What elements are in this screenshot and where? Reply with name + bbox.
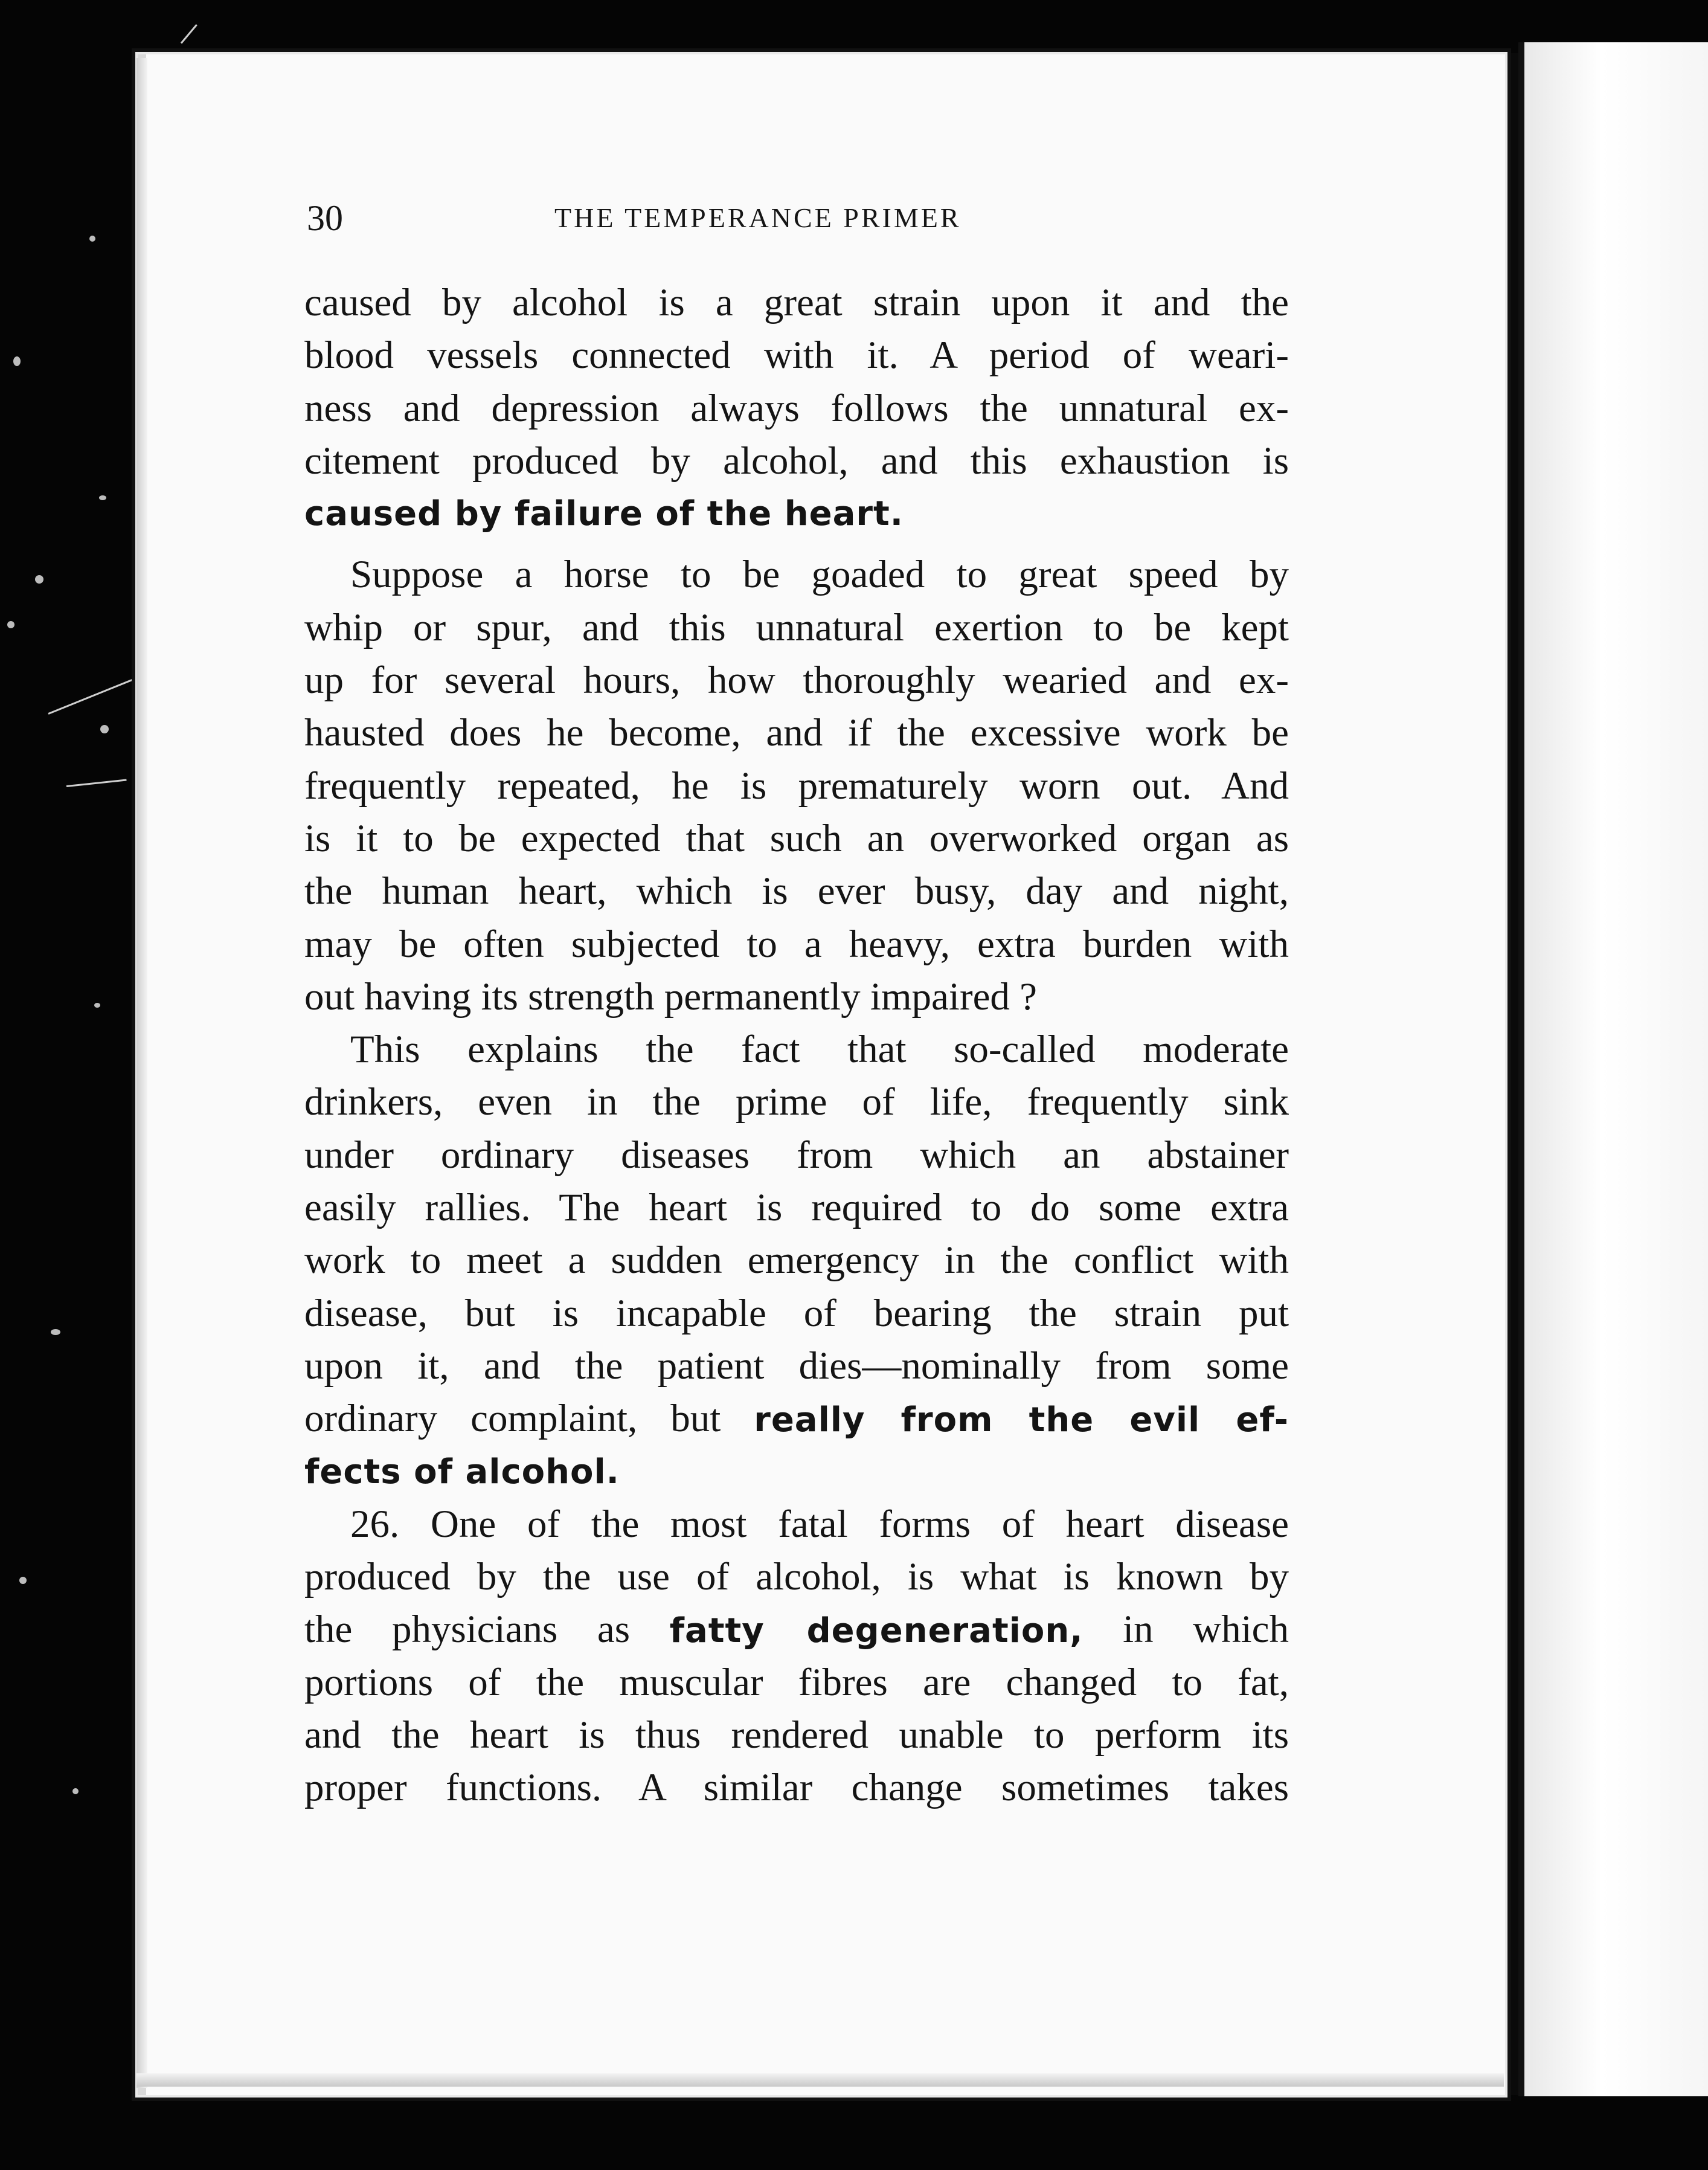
emphasis-line: caused by failure of the heart. (304, 494, 904, 534)
scan-speck (13, 356, 21, 366)
paragraph (304, 1023, 1289, 1498)
scan-streak (66, 779, 127, 787)
text-line: Suppose a horse to be goaded to great speed by (350, 553, 1289, 597)
text-line: produced by the use of alcohol, is what is known by (304, 1555, 1289, 1599)
running-title: THE TEMPERANCE PRIMER (554, 202, 962, 233)
paragraph-gap (304, 540, 1289, 549)
facing-page-edge (1518, 42, 1708, 2096)
text-line: hausted does he become, and if the excessive work be (304, 711, 1289, 755)
scan-speck (89, 236, 95, 242)
scan-streak (48, 679, 132, 715)
text-line: proper functions. A similar change sometimes takes (304, 1766, 1289, 1810)
paragraph (304, 1498, 1289, 1815)
text-line: blood vessels connected with it. A period of weari- (304, 333, 1289, 378)
text-line: drinkers, even in the prime of life, frequently sink (304, 1080, 1289, 1124)
page-number: 30 (307, 198, 343, 238)
scan-speck (7, 621, 14, 628)
scan-speck (35, 575, 43, 584)
scan-streak (181, 24, 197, 44)
text-line: upon it, and the patient dies—nominally from some (304, 1344, 1289, 1388)
text-line: citement produced by alcohol, and this exhaustion is (304, 439, 1289, 483)
emphasis-line: fects of alcohol. (304, 1452, 620, 1492)
text-run: in which (1123, 1608, 1289, 1652)
text-line: easily rallies. The heart is required to do some extra (304, 1186, 1289, 1230)
text-line: and the heart is thus rendered unable to perform its (304, 1713, 1289, 1757)
paragraph (304, 549, 1289, 1023)
text-line: ness and depression always follows the unnatural ex- (304, 386, 1289, 430)
page-bottom-edge (136, 2073, 1504, 2087)
text-line: up for several hours, how thoroughly wearied and ex- (304, 658, 1289, 703)
text-line: portions of the muscular fibres are changed to fat, (304, 1660, 1289, 1704)
text-line: caused by alcohol is a great strain upon it and the (304, 281, 1289, 324)
scan-speck (94, 1003, 100, 1008)
running-head (307, 192, 1042, 244)
scan-speck (72, 1788, 79, 1794)
text-line: is it to be expected that such an overworked organ as (304, 816, 1289, 860)
text-line-mixed (304, 1392, 1289, 1445)
text-line: the human heart, which is ever busy, day and night, (304, 869, 1289, 913)
page-left-edge (136, 58, 147, 2088)
text-run: ordinary complaint, but (304, 1397, 721, 1441)
text-line: frequently repeated, he is prematurely worn out. And (304, 764, 1289, 808)
text-run: the physicians as (304, 1608, 631, 1652)
scan-speck (51, 1329, 60, 1335)
scan-speck (100, 725, 109, 733)
paragraph (304, 277, 1289, 540)
scan-speck (99, 495, 106, 500)
text-line-mixed (304, 1603, 1289, 1656)
text-line: disease, but is incapable of bearing the strain put (304, 1291, 1289, 1335)
text-line: may be often subjected to a heavy, extra burden with (304, 922, 1289, 966)
text-line: This explains the fact that so-called moderate (350, 1028, 1289, 1072)
body-text (304, 277, 1289, 1815)
emphasis-run: fatty degeneration, (669, 1611, 1084, 1651)
text-line: whip or spur, and this unnatural exertion to be kept (304, 605, 1289, 649)
text-line: out having its strength permanently impaired ? (304, 974, 1038, 1019)
text-line: 26. One of the most fatal forms of heart disease (350, 1502, 1289, 1546)
text-line: work to meet a sudden emergency in the conflict with (304, 1238, 1289, 1283)
text-line: under ordinary diseases from which an abstainer (304, 1133, 1289, 1177)
scan-speck (19, 1577, 27, 1584)
emphasis-run: really from the evil ef- (754, 1400, 1289, 1440)
